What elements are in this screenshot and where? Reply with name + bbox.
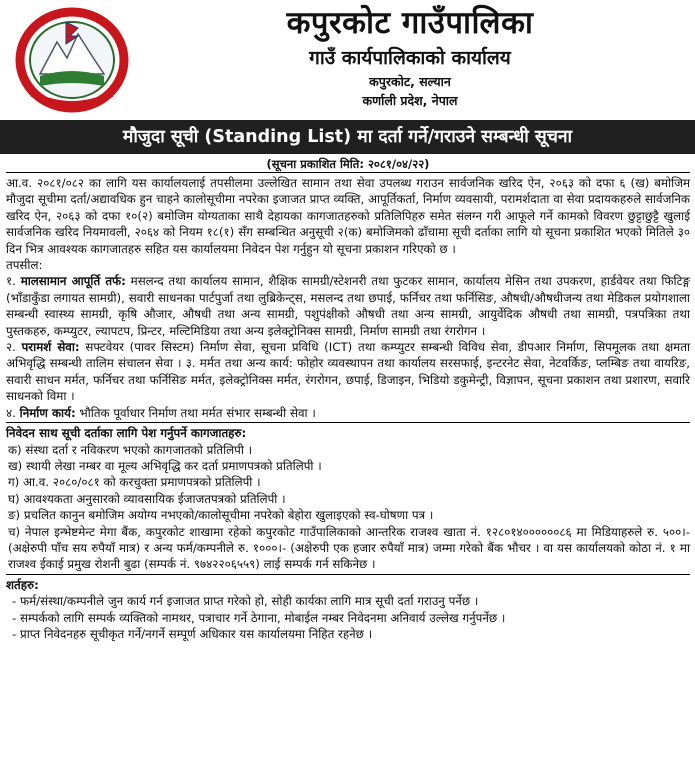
item-label: मालसामान आपूर्ति तर्फ: [20, 274, 126, 289]
item-text: मसलन्द तथा कार्यालय सामान, शैक्षिक सामग्री/स्टेशनरी तथा फुटकर सामान, कार्यालय मेसिन तथा उपकरण, हार्डवेयर तथा फिटिङ्ग (भाँडाकुँडा लगायत सामग्री), सवारी साधनका पार्टपुर्जा तथा लुब्रिकेन्ट्स, मसलन्द तथा छपाई, फर्निचर तथा फर्निसिङ, औषधी/औषधीजन्य तथा मेडिकल प्रयोगशाला सम्बन्धी स्वास्थ्य सामग्री, कृषि औजार, औषधी तथा अन्य सामग्री, पशुपंक्षीको औषधी तथा अन्य सामग्री, आयुर्वेदिक औषधी तथा सामग्री, पत्रपत्रिका तथा पुस्तकहरु, कम्प्युटर, ल्यापटप, प्रिन्टर, मल्टिमिडिया तथा अन्य इलेक्ट्रोनिक्स सामग्री, निर्माण सामग्री तथा रंगरोगन । [6, 274, 690, 338]
condition-item: - सम्पर्कको लागि सम्पर्क व्यक्तिको नामथर, पत्राचार गर्ने ठेगाना, मोबाईल नम्बर निवेदनमा अनिवार्य उल्लेख गर्नुपर्नेछ । [12, 610, 506, 625]
intro-paragraph: आ.व. २०८१/०८२ का लागि यस कार्यालयलाई तपसीलमा उल्लेखित सामान तथा सेवा उपलब्ध गराउन सार्वजनिक खरिद ऐन, २०६३ को दफा ६ (ख) बमोजिम मौजुदा सूचीमा दर्ता/अद्यावधिक हुन चाहने कालोसूचीमा नपरेका इजाजत प्राप्त व्यक्ति, आपूर्तिकर्ता, निर्माण व्यवसायी, परामर्शदाता वा सेवा प्रदायकहरुले सार्वजनिक खरिद ऐन, २०६३ को दफा १०(२) बमोजिम योग्यताका साथै देहायका कागजातहरुको प्रतिलिपिहरु समेत संलग्न गरी आफूले गर्ने कामको विवरण छुट्टाछुट्टै खुलाई सार्वजनिक खरिद नियमावली, २०६४ को नियम १८(१) सँग सम्बन्धित अनुसूची २(क) बमोजिमको ढाँचामा सूची दर्ताका लागि यो सूचना प्रकाशित भएको मितिले ३० दिन भित्र आवश्यक कागजातहरु सहित यस कार्यालयमा निवेदन पेश गर्नुहुन यो सूचना प्रकाशन गरिएको छ । [6, 176, 690, 256]
list-item [6, 405, 690, 421]
item-label: परामर्श सेवा: [21, 340, 80, 355]
document-item: ङ) प्रचलित कानुन बमोजिम अयोग्य नभएको/कालोसूचीमा नपरेको बेहोरा खुलाइएको स्व-घोषणा पत्र । [8, 508, 434, 523]
list-item [6, 273, 690, 339]
divider [6, 574, 690, 575]
item-label: निर्माण कार्य: [19, 405, 76, 420]
item-number: १. [6, 274, 16, 289]
document-item: ख) स्थायी लेखा नम्बर वा मूल्य अभिवृद्धि कर दर्ता प्रमाणपत्रको प्रतिलिपी । [8, 458, 322, 473]
letterhead-titles [130, 2, 690, 110]
letterhead [0, 0, 695, 120]
document-item: ग) आ.व. २०८०/०८१ को करचुक्ता प्रमाणपत्रको प्रतिलिपी । [8, 475, 261, 490]
document-item: घ) आवश्यकता अनुसारको व्यावसायिक ईजाजतपत्रको प्रतिलिपी । [8, 491, 286, 506]
list-item [6, 339, 690, 405]
divider [6, 422, 690, 423]
item-number: ४. [6, 405, 16, 420]
document-item: क) संस्था दर्ता र नविकरण भएको कागजातको प्रतिलिपी । [8, 442, 253, 457]
document-item: च) नेपाल इन्भेष्टमेन्ट मेगा बैंक, कपुरकोट शाखामा रहेको कपुरकोट गाउँपालिकाको आन्तरिक राजश्व खाता नं. १२८०१४००००००८६ मा मिडियाहरुले रु. ५००।- (अक्षेरुपी पाँच सय रुपैयाँ मात्र) र अन्य फर्म/कम्पनीले रु. १०००।- (अक्षेरुपी एक हजार रुपैयाँ मात्र) जम्मा गरेको बैंक भौचर । वा यस कार्यालयको कोठा नं. १ मा राजश्व ईकाई प्रमुख रोशनी बुढा (सम्पर्क नं. ९७४२२०६५५९) लाई सम्पर्क गर्न सकिनेछ । [8, 524, 690, 572]
published-date: (सूचना प्रकाशित मिति: २०८१/०४/२२) [6, 156, 690, 173]
office-address: कपुरकोट, सल्यान [369, 74, 451, 89]
notice-title-banner: मौजुदा सूची (Standing List) मा दर्ता गर्ने/गराउने सम्बन्धी सूचना [0, 120, 695, 154]
item-text: सफ्टवेयर (पावर सिस्टम) निर्माण सेवा, सूचना प्रविधि (ICT) तथा कम्प्युटर सम्बन्धी विविध सेवा, डीपआर निर्माण, सिपमूलक तथा क्षमता अभिवृद्धि सम्बन्धी तालिम संचालन सेवा । ३. मर्मत तथा अन्य कार्य: फोहोर व्यवस्थापन तथा कार्यालय सरसफाई, इन्टरनेट सेवा, नेटवर्किङ, प्लम्बिङ तथा वायरिङ, सवारी साधन मर्मत, फर्निचर तथा फर्निसिङ मर्मत, इलेक्ट्रोनिक्स मर्मत, रंगरोगन, छपाई, डिजाइन, भिडियो डकुमेन्ट्री, विज्ञापन, सूचना प्रकाशन तथा प्रशारण, सवारि साधनको विमा । [6, 340, 691, 404]
condition-item: - प्राप्त निवेदनहरु सूचीकृत गर्ने/नगर्ने सम्पूर्ण अधिकार यस कार्यालयमा निहित रहनेछ । [12, 626, 373, 641]
org-name: कपुरकोट गाउँपालिका [286, 5, 534, 41]
office-name: गाउँ कार्यपालिकाको कार्यालय [309, 47, 511, 69]
notice-body [6, 156, 690, 642]
tapsil-label: तपसील: [6, 258, 43, 273]
conditions-heading: शर्तहरु: [6, 577, 39, 592]
item-number: २. [6, 340, 16, 355]
nepal-emblem-icon [12, 4, 132, 114]
documents-heading: निवेदन साथ सूची दर्ताका लागि पेश गर्नुपर्ने कागजातहरु: [6, 426, 247, 441]
item-text: भौतिक पूर्वाधार निर्माण तथा मर्मत संभार सम्बन्धी सेवा । [75, 405, 316, 420]
office-province: कर्णाली प्रदेश, नेपाल [362, 93, 458, 108]
condition-item: - फर्म/संस्था/कम्पनीले जुन कार्य गर्न इजाजत प्राप्त गरेको हो, सोही कार्यका लागि मात्र सूची दर्ता गराउनु पर्नेछ । [12, 594, 479, 609]
